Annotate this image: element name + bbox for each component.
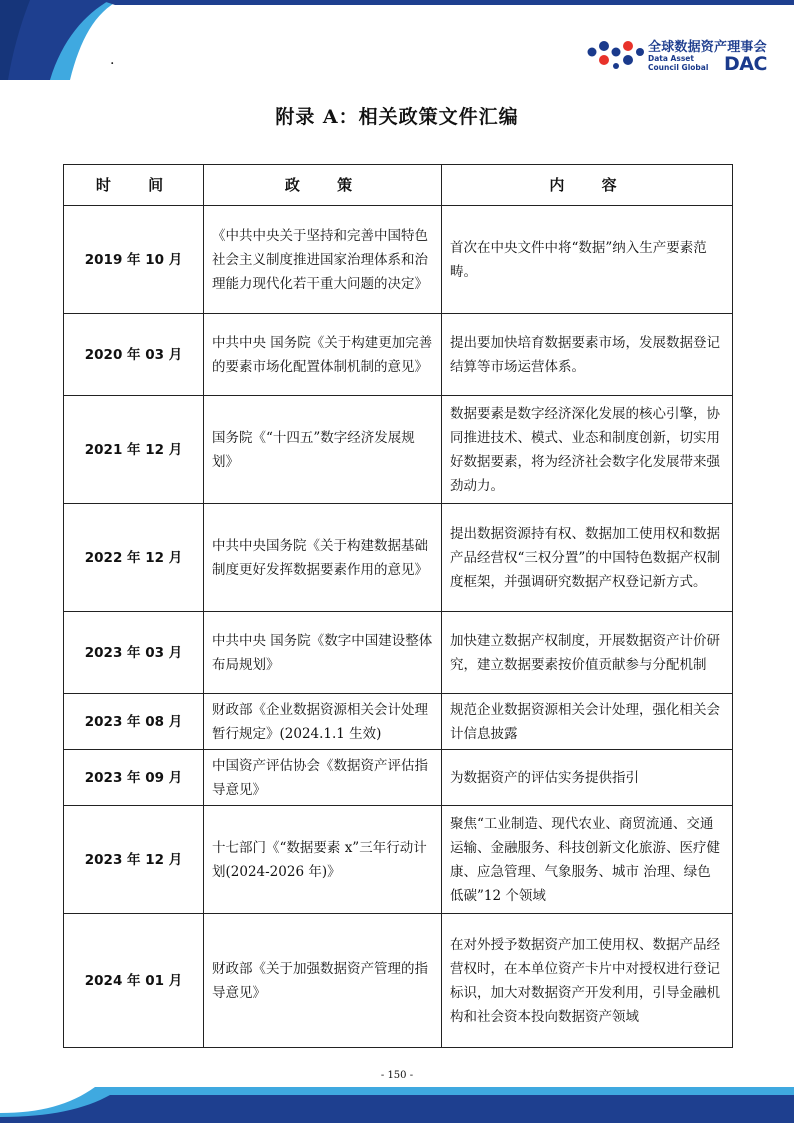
row-policy: 中共中央 国务院《关于构建更加完善的要素市场化配置体制机制的意见》 bbox=[204, 314, 442, 396]
table-header-row bbox=[64, 165, 733, 206]
page-title: 附录 A：相关政策文件汇编 bbox=[275, 106, 519, 128]
logo-abbreviation: DAC bbox=[724, 53, 767, 75]
header-content: 内 容 bbox=[442, 165, 733, 206]
molecule-logo-icon bbox=[586, 36, 646, 80]
row-time: 2021 年 12 月 bbox=[64, 396, 204, 504]
row-policy: 财政部《关于加强数据资产管理的指导意见》 bbox=[204, 914, 442, 1048]
table-row bbox=[64, 914, 733, 1048]
row-content: 聚焦“工业制造、现代农业、商贸流通、交通运输、金融服务、科技创新文化旅游、医疗健康、应急管理、气象服务、城市 治理、绿色低碳”12 个领域 bbox=[442, 806, 733, 914]
row-time: 2020 年 03 月 bbox=[64, 314, 204, 396]
table-row bbox=[64, 694, 733, 750]
row-time: 2024 年 01 月 bbox=[64, 914, 204, 1048]
policy-table bbox=[63, 164, 733, 1048]
row-content: 规范企业数据资源相关会计处理，强化相关会计信息披露 bbox=[442, 694, 733, 750]
table-row bbox=[64, 612, 733, 694]
row-content: 在对外授予数据资产加工使用权、数据产品经营权时，在本单位资产卡片中对授权进行登记标识，加大对数据资产开发利用，引导金融机构和社会资本投向数据资产领域 bbox=[442, 914, 733, 1048]
row-content: 首次在中央文件中将“数据”纳入生产要素范畴。 bbox=[442, 206, 733, 314]
row-time: 2023 年 08 月 bbox=[64, 694, 204, 750]
header-dot-mark: . bbox=[110, 52, 115, 68]
row-content: 为数据资产的评估实务提供指引 bbox=[442, 750, 733, 806]
row-policy: 《中共中央关于坚持和完善中国特色社会主义制度推进国家治理体系和治理能力现代化若干重大问题的决定》 bbox=[204, 206, 442, 314]
header-time: 时 间 bbox=[64, 165, 204, 206]
logo-english-line-2: Council Global bbox=[648, 63, 709, 72]
row-time: 2022 年 12 月 bbox=[64, 504, 204, 612]
table-row bbox=[64, 396, 733, 504]
table-row bbox=[64, 504, 733, 612]
footer-band bbox=[0, 1083, 794, 1123]
page-number: - 150 - bbox=[380, 1070, 414, 1081]
row-policy: 中共中央国务院《关于构建数据基础制度更好发挥数据要素作用的意见》 bbox=[204, 504, 442, 612]
dac-logo bbox=[586, 36, 786, 80]
logo-english-line-1: Data Asset bbox=[648, 54, 694, 63]
row-content: 提出数据资源持有权、数据加工使用权和数据产品经营权“三权分置”的中国特色数据产权制度框架，并强调研究数据产权登记新方式。 bbox=[442, 504, 733, 612]
row-policy: 国务院《“十四五”数字经济发展规划》 bbox=[204, 396, 442, 504]
row-policy: 中国资产评估协会《数据资产评估指导意见》 bbox=[204, 750, 442, 806]
row-time: 2023 年 09 月 bbox=[64, 750, 204, 806]
row-content: 提出要加快培育数据要素市场，发展数据登记结算等市场运营体系。 bbox=[442, 314, 733, 396]
table-row bbox=[64, 806, 733, 914]
row-time: 2019 年 10 月 bbox=[64, 206, 204, 314]
logo-chinese-name: 全球数据资产理事会 bbox=[648, 40, 767, 55]
table-row bbox=[64, 750, 733, 806]
row-content: 数据要素是数字经济深化发展的核心引擎，协同推进技术、模式、业态和制度创新，切实用好数据要素，将为经济社会数字化发展带来强劲动力。 bbox=[442, 396, 733, 504]
row-policy: 十七部门《“数据要素 x”三年行动计划(2024-2026 年)》 bbox=[204, 806, 442, 914]
row-time: 2023 年 12 月 bbox=[64, 806, 204, 914]
row-policy: 财政部《企业数据资源相关会计处理暂行规定》(2024.1.1 生效) bbox=[204, 694, 442, 750]
table-row bbox=[64, 314, 733, 396]
row-content: 加快建立数据产权制度，开展数据资产计价研究，建立数据要素按价值贡献参与分配机制 bbox=[442, 612, 733, 694]
header-policy: 政 策 bbox=[204, 165, 442, 206]
row-time: 2023 年 03 月 bbox=[64, 612, 204, 694]
table-row bbox=[64, 206, 733, 314]
row-policy: 中共中央 国务院《数字中国建设整体布局规划》 bbox=[204, 612, 442, 694]
logo-english-name bbox=[648, 54, 708, 72]
